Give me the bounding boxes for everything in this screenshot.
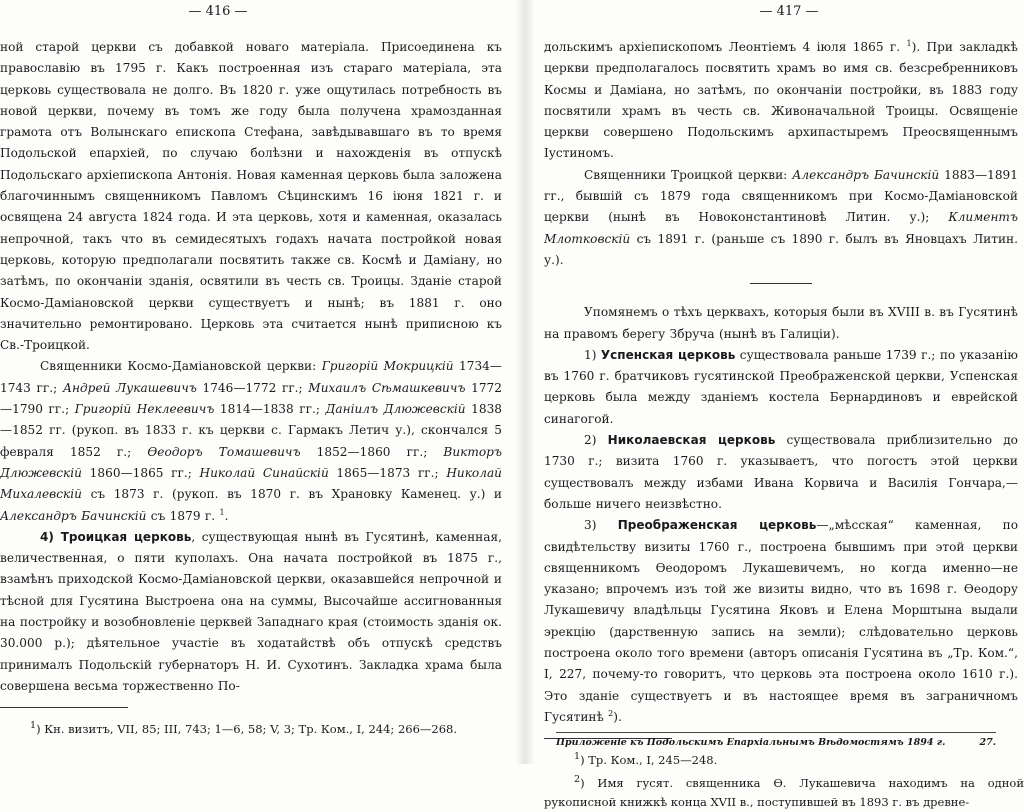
text-run: 1734—1743 гг.; xyxy=(0,359,502,395)
footnote-ref: 2 xyxy=(574,774,581,786)
text-run: 1746—1772 гг.; xyxy=(196,380,309,395)
footnote-ref: 1 xyxy=(906,38,912,48)
text-run: 1772—1790 гг.; xyxy=(0,380,502,417)
text-run: 1860—1865 гг.; xyxy=(81,465,200,480)
text-run: , существующая нынѣ въ Гусятинѣ, каменная, величественная, о пяти куполахъ. Она начата постройкой въ 1875 г., взамѣнъ приходской Космо-Даміановской церкви, оказавшейся непрочной и тѣсной для Гусятина Выстроена она на суммы, Высочайше ассигнованныя на постройку и возобновленіе церквей Западнаго края (стоимость зданія ок. 30.000 р.); дѣятельное участіе въ ходатайствѣ объ отпускѣ средствъ принималъ Подольскій губернаторъ Н. И. Сухотинъ. Закладка храма была совершена весьма торжественно По- xyxy=(0,529,502,693)
text-run: ) Кн. визитъ, VII, 85; III, 743; 1—6, 58; V, 3; Тр. Ком., I, 244; 266—268. xyxy=(36,722,458,737)
person-name: Михаилъ Сѣмашкевичъ xyxy=(308,380,466,395)
paragraph xyxy=(544,165,1018,271)
left-page-body xyxy=(0,37,502,697)
text-run: 3) xyxy=(584,518,618,533)
text-run: 1) xyxy=(584,347,601,362)
text-run: 1814—1838 гг.; xyxy=(214,402,326,417)
person-name: Григорій Неклеевичъ xyxy=(74,402,215,417)
bold-heading: Николаевская церковь xyxy=(607,433,776,448)
person-name: Николай Михалевскій xyxy=(0,465,502,502)
text-run: Упомянемъ о тѣхъ церквахъ, которыя были въ XVIII в. въ Гусятинѣ на правомъ берегу Збруча (нынѣ въ Галиціи). xyxy=(544,305,1018,341)
person-name: Григорій Мокрицкій xyxy=(321,359,454,374)
book-gutter xyxy=(515,0,535,764)
person-name: Ѳеодоръ Томашевичъ xyxy=(147,444,301,459)
section-divider xyxy=(750,283,812,284)
footnote xyxy=(544,747,1024,770)
text-run: ной старой церкви съ добавкой новаго матеріала. Присоединена къ православію въ 1795 г. Какъ построенная изъ стараго матеріала, эта церковь существовала не долго. Въ 1820 г. уже ощутилась потребность въ новой церкви, почему въ томъ же году была получена храмозданная грамота отъ Волынскаго епископа Стефана, завѣдывавшаго въ то время Подольской епархіей, по случаю болѣзни и нахожденія въ отпускѣ Подольскаго архіепископа Антонія. Новая каменная церковь была заложена благочиннымъ священникомъ Павломъ Сѣцинскимъ 16 іюня 1821 г. и освящена 24 августа 1824 года. И эта церковь, хотя и каменная, оказалась непрочной, такъ что въ семидесятыхъ годахъ начата постройкой новая церковь, которую предполагали посвятить также св. Космѣ и Даміану, но затѣмъ, по окончаніи зданія, освятили въ честь св. Троицы. Зданіе старой Космо-Даміановской церкви существуетъ и нынѣ; въ 1881 г. оно значительно ремонтировано. Церковь эта считается нынѣ приписною къ Св.-Троицкой. xyxy=(0,40,502,353)
footnote xyxy=(0,716,506,739)
left-page xyxy=(0,0,506,764)
paragraph xyxy=(544,302,1018,345)
text-run: существовала приблизительно до 1730 г.; визита 1760 г. указываетъ, что погостъ этой церкви существовалъ между избами Ивана Корвича и Василія Гончара,—больше ничего неизвѣстно. xyxy=(544,433,1018,511)
person-name: Викторъ Длюжевскій xyxy=(0,444,502,480)
text-run: 1883—1891 гг., бывшій съ 1879 года священникомъ при Космо-Даміановской церкви (нынѣ въ Новоконстантиновѣ Литин. у.); xyxy=(544,167,1018,225)
text-run: ) Тр. Ком., I, 245—248. xyxy=(580,753,718,768)
person-name: Андрей Лукашевичъ xyxy=(62,380,197,395)
footnote-ref: 1 xyxy=(30,720,37,732)
bold-heading: Преображенская церковь xyxy=(617,518,817,533)
text-run: 1852—1860 гг.; xyxy=(300,444,444,459)
person-name: Даніилъ Длюжевскій xyxy=(325,402,466,417)
text-run: 2) xyxy=(584,433,608,448)
footnote-ref: 1 xyxy=(574,751,581,763)
paragraph xyxy=(0,37,502,356)
section-churches-xviii xyxy=(544,302,1018,728)
text-run: Священники Космо-Даміановской церкви: xyxy=(40,359,322,374)
person-name: Климентъ Млотковскій xyxy=(544,210,1018,246)
paragraph xyxy=(544,515,1018,728)
paragraph xyxy=(0,356,502,526)
bold-heading: Успенская церковь xyxy=(600,347,736,362)
running-footer xyxy=(556,732,996,748)
text-run: ). xyxy=(613,709,622,724)
left-page-number: — 416 — xyxy=(188,4,248,19)
person-name: Александръ Бачинскій xyxy=(792,167,940,182)
footnote-ref: 2 xyxy=(608,708,614,718)
footnote xyxy=(544,770,1024,812)
text-run: Священники Троицкой церкви: xyxy=(584,167,793,182)
footnote-ref: 1 xyxy=(219,507,225,517)
left-footnotes xyxy=(0,716,506,739)
text-run: 1838—1852 гг. (рукоп. въ 1833 г. къ церкви с. Гармакъ Летич у.), скончался 5 февраля 1852 г.; xyxy=(0,402,503,459)
running-footer-title: Приложеніе къ Подольскимъ Епархіальнымъ Вѣдомостямъ 1894 г. xyxy=(556,737,946,748)
text-run: существовала раньше 1739 г.; по указанію въ 1760 г. братчиковъ гусятинской Преображенской церкви, Успенская церковь была между зданіемъ костела Бернардиновъ и еврейской синагогой. xyxy=(544,347,1018,426)
text-run: 1865—1873 гг.; xyxy=(328,465,447,480)
text-run: дольскимъ архіепископомъ Леонтіемъ 4 іюля 1865 г. xyxy=(544,40,907,54)
text-run: съ 1879 г. xyxy=(146,508,220,523)
person-name: Николай Синайскій xyxy=(199,465,329,480)
right-page xyxy=(544,0,1024,809)
bold-heading: 4) Троицкая церковь xyxy=(40,529,192,544)
text-run: ) Имя гусят. священника Ѳ. Лукашевича находимъ на одной рукописной книжкѣ конца XVII в., поступившей въ 1893 г. въ древне- xyxy=(544,775,1024,809)
text-run: —„мѣсская“ каменная, по свидѣтельству визиты 1760 г., построена бывшимъ при этой церкви священникомъ Ѳеодоромъ Лукашевичемъ, но когда именно—не указано; впрочемъ изъ той же визиты видно, что въ 1698 г. Ѳеодору Лукашевичу владѣльцы Гусятина Яковъ и Елена Морштына выдали эрекцію (дарственную запись на земли); слѣдовательно церковь построена около того времени (авторъ описанія Гусятина въ „Тр. Ком.“, I, 227, почему-то говоритъ, что церковь эта построена около 1610 г.). Это зданіе существуетъ и въ настоящее время въ заграничномъ Гусятинѣ xyxy=(544,518,1018,724)
paragraph xyxy=(544,430,1018,515)
text-run: съ 1891 г. (раньше съ 1890 г. былъ въ Яновцахъ Литин. у.). xyxy=(544,231,1018,267)
right-footnotes xyxy=(544,747,1024,812)
person-name: Александръ Бачинскій xyxy=(0,508,147,523)
paragraph xyxy=(544,37,1018,165)
paragraph xyxy=(544,345,1018,430)
paragraph xyxy=(0,527,502,697)
right-page-number: — 417 — xyxy=(759,4,819,19)
text-run: ). При закладкѣ церкви предполагалось посвятить храмъ во имя св. безсребренниковъ Космы и Даміана, но затѣмъ, по окончаніи постройки, въ 1883 году посвятили храмъ въ честь св. Живоначальной Троицы. Освященіе церкви совершено Подольскимъ архипастыремъ Преосвященнымъ Іустиномъ. xyxy=(544,40,1018,161)
left-footnote-rule xyxy=(0,707,128,708)
text-run: съ 1873 г. (рукоп. въ 1870 г. въ Храновку Каменец. у.) и xyxy=(81,487,502,502)
text-run: . xyxy=(224,508,229,523)
signature-mark: 27. xyxy=(979,737,996,748)
right-page-body xyxy=(544,37,1018,728)
